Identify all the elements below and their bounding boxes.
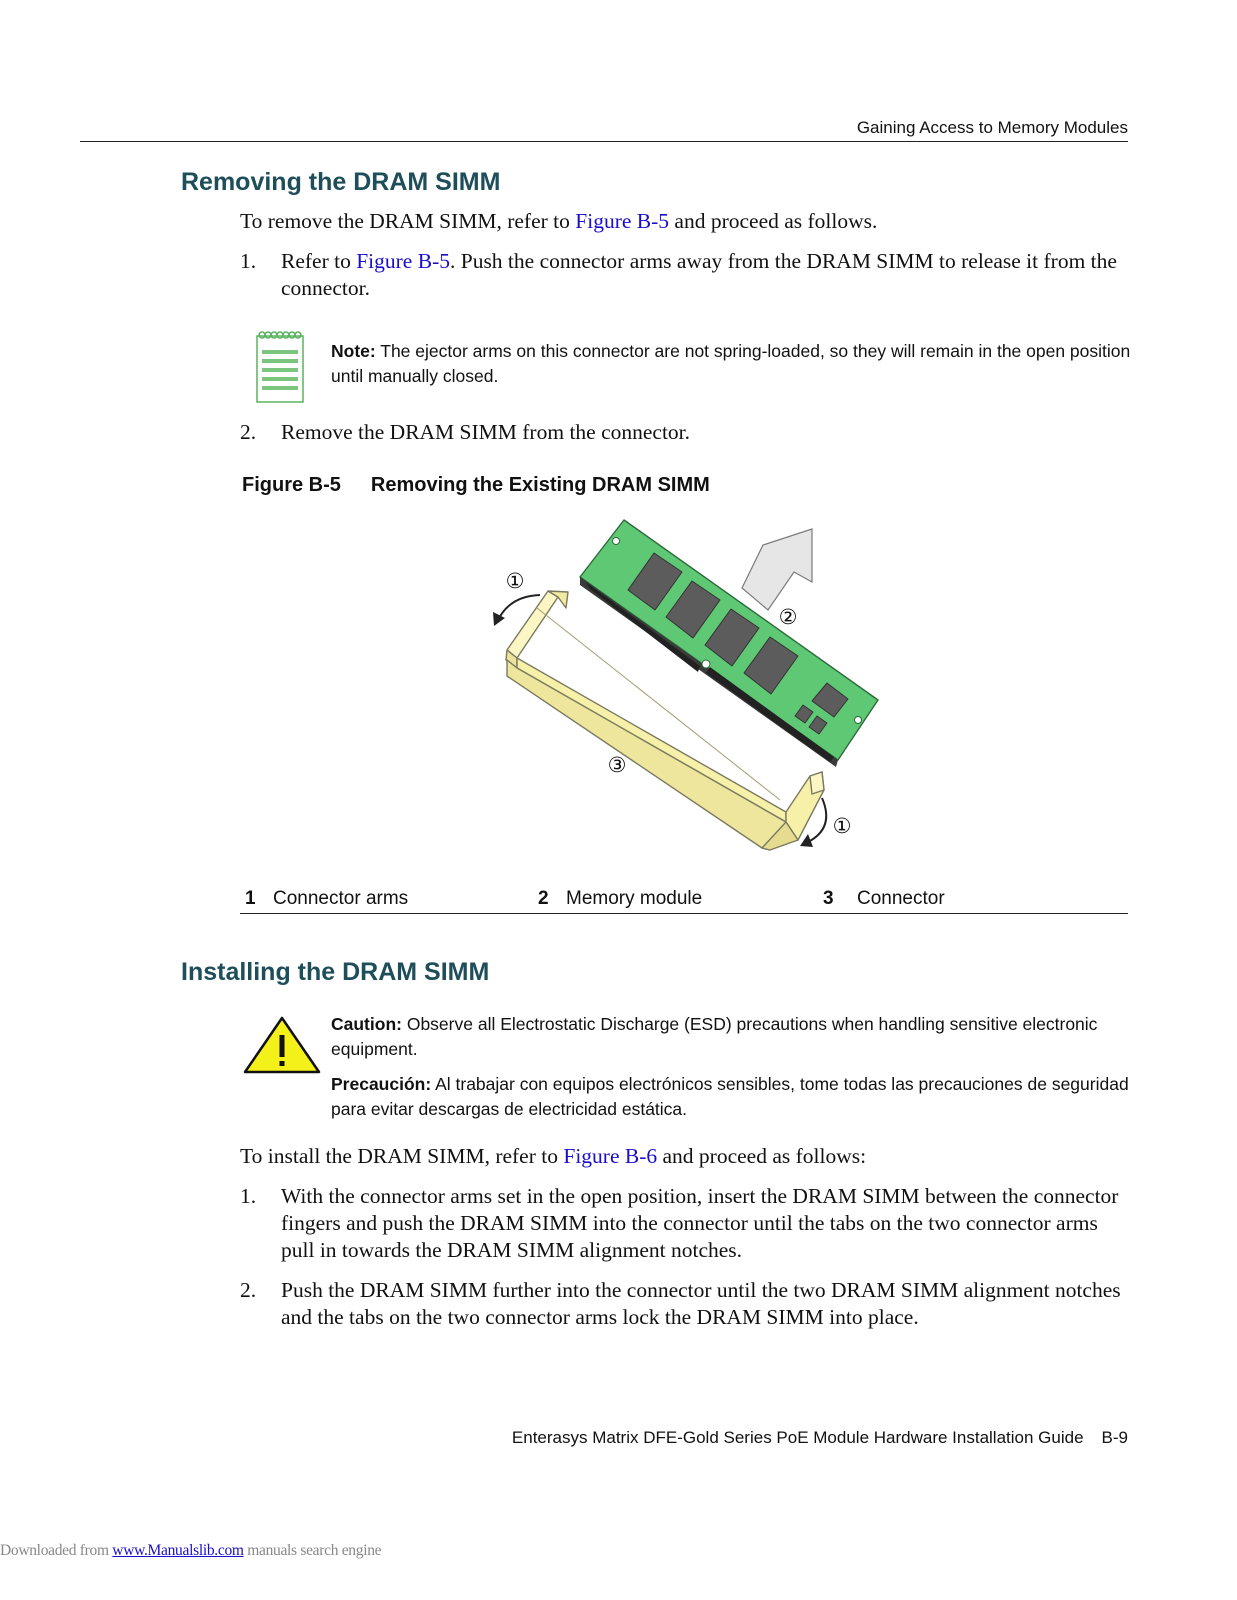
removing-intro-text: To remove the DRAM SIMM, refer to <box>240 209 576 233</box>
legend-number: 2 <box>538 888 549 909</box>
legend-label: Connector <box>857 888 945 909</box>
caution-warning-icon <box>243 1015 321 1075</box>
step-number: 1. <box>240 249 257 273</box>
step-text-end: . Push the connector arms away from the DRAM SIMM to release it from the connector. <box>281 249 1117 300</box>
legend-label: Connector arms <box>273 888 409 909</box>
removing-intro-text-end: and proceed as follows. <box>669 209 878 233</box>
figure-b5-link[interactable]: Figure B-5 <box>356 249 450 273</box>
legend-label: Memory module <box>566 888 703 909</box>
step-text: Push the DRAM SIMM further into the connector until the two DRAM SIMM alignment notches and the tabs on the two connector arms lock the DRAM SIMM into place. <box>281 1278 1121 1329</box>
page-number: B-9 <box>1101 1428 1128 1447</box>
caution-text <box>331 1012 1131 1062</box>
download-text: Downloaded from <box>0 1542 113 1559</box>
precaucion-body: Al trabajar con equipos electrónicos sensibles, tome todas las precauciones de seguridad para evitar descargas de electricidad estática. <box>331 1074 1129 1119</box>
removal-arrow-icon <box>742 529 812 610</box>
step-text-start: Refer to <box>281 249 357 273</box>
legend-item <box>538 888 702 910</box>
legend-rule <box>240 913 1128 914</box>
footer-guide-title: Enterasys Matrix DFE-Gold Series PoE Module Hardware Installation Guide <box>511 1428 1084 1447</box>
step-text: With the connector arms set in the open position, insert the DRAM SIMM between the connector fingers and push the DRAM SIMM into the connector until the tabs on the two connector arms pull in towards the DRAM SIMM alignment notches. <box>281 1184 1119 1262</box>
figure-caption-title: Removing the Existing DRAM SIMM <box>370 474 710 496</box>
legend-number: 1 <box>245 888 256 909</box>
installing-intro-text: To install the DRAM SIMM, refer to <box>240 1144 564 1168</box>
precaucion-text <box>331 1072 1131 1122</box>
running-header: Gaining Access to Memory Modules <box>856 118 1128 137</box>
caution-body: Observe all Electrostatic Discharge (ESD) precautions when handling sensitive electronic equipment. <box>331 1014 1098 1059</box>
callout-1: ① <box>505 569 525 593</box>
step-number: 1. <box>240 1184 257 1208</box>
callout-1: ① <box>832 814 852 838</box>
step-text: Remove the DRAM SIMM from the connector. <box>281 420 691 444</box>
callout-2: ② <box>778 605 798 629</box>
note-text <box>331 339 1131 389</box>
step-text <box>281 248 1131 302</box>
installing-intro-text-end: and proceed as follows: <box>657 1144 867 1168</box>
note-label: Note: <box>331 341 376 361</box>
step-number: 2. <box>240 420 257 444</box>
figure-caption <box>242 474 710 497</box>
legend-item <box>245 888 408 910</box>
manualslib-link[interactable]: www.Manualslib.com <box>112 1542 244 1559</box>
figure-b6-link[interactable]: Figure B-6 <box>563 1144 658 1168</box>
figure-b5-link[interactable]: Figure B-5 <box>575 209 670 233</box>
note-body: The ejector arms on this connector are not spring-loaded, so they will remain in the open position until manually closed. <box>331 341 1131 386</box>
installing-intro <box>240 1143 1130 1170</box>
download-line <box>0 1542 381 1560</box>
precaucion-label: Precaución: <box>331 1074 432 1094</box>
callout-3: ③ <box>607 753 627 777</box>
simm-removal-illustration <box>480 515 900 860</box>
legend-item <box>823 888 945 910</box>
removing-intro <box>240 208 1130 235</box>
page-footer <box>400 1428 1128 1448</box>
figure-caption-id: Figure B-5 <box>242 474 341 496</box>
caution-label: Caution: <box>331 1014 402 1034</box>
download-text-end: manuals search engine <box>243 1542 382 1559</box>
section-title-removing: Removing the DRAM SIMM <box>181 168 501 196</box>
legend-number: 3 <box>823 888 834 909</box>
section-title-installing: Installing the DRAM SIMM <box>181 958 490 986</box>
header-rule <box>80 141 1128 142</box>
notepad-icon <box>254 330 308 404</box>
step-number: 2. <box>240 1278 257 1302</box>
